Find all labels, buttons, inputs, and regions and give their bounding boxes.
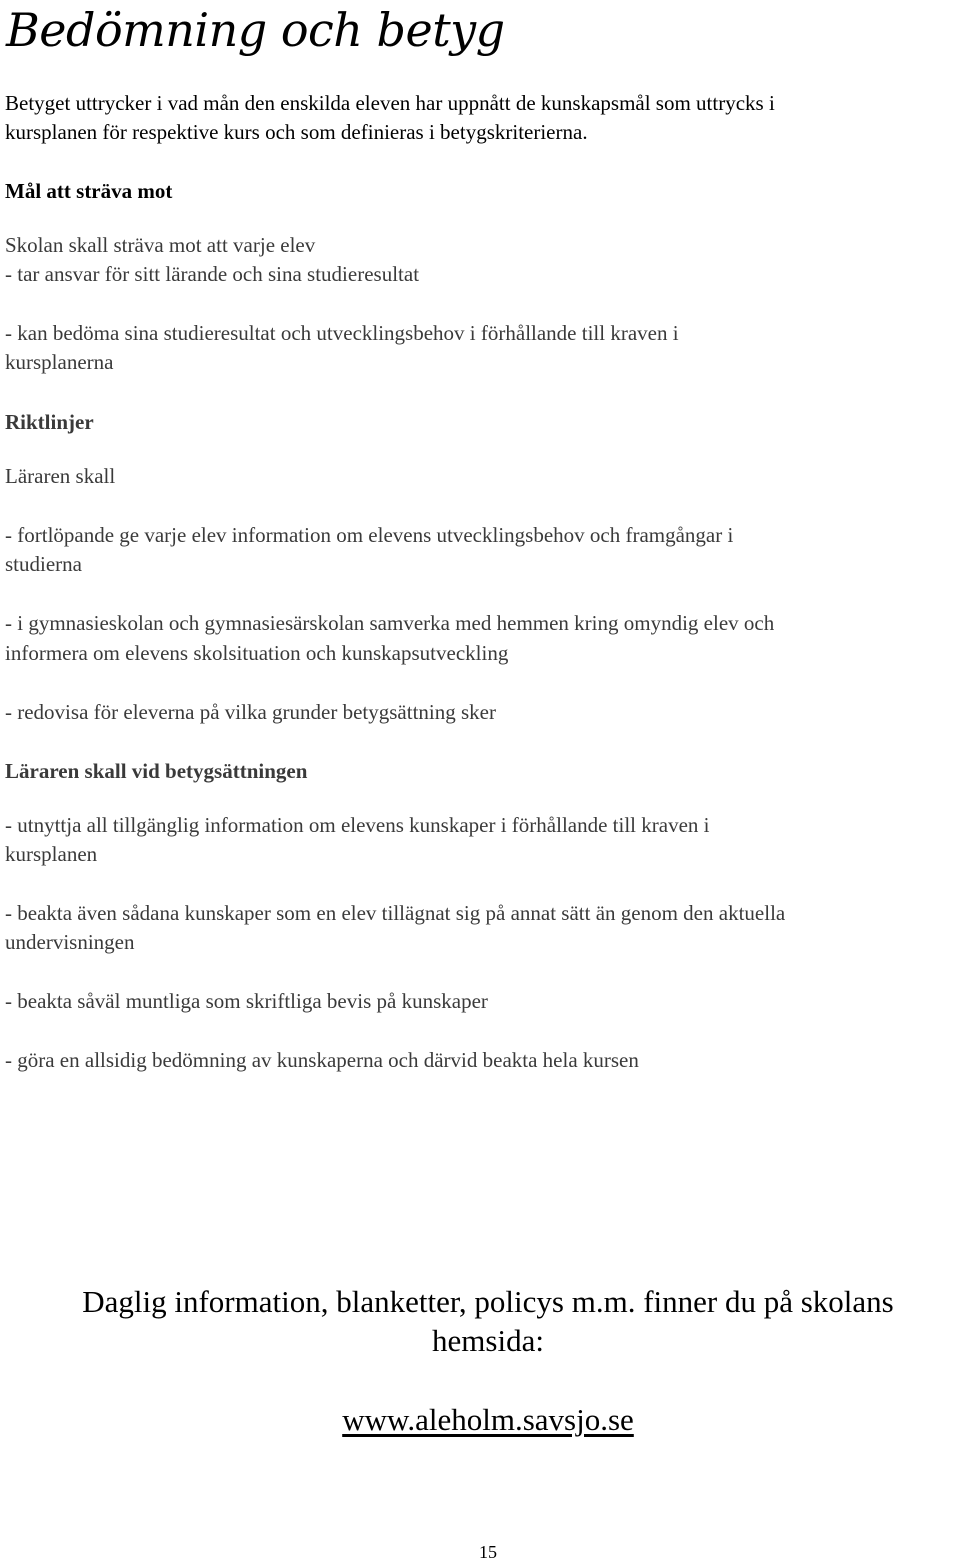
grading-item-2-line-1: - beakta även sådana kunskaper som en elev tillägnat sig på annat sätt än genom den aktuella bbox=[5, 901, 786, 925]
guidelines-item-1-line-1: - fortlöpande ge varje elev information om elevens utvecklingsbehov och framgångar i bbox=[5, 523, 734, 547]
grading-item-1-line-1: - utnyttja all tillgänglig information om elevens kunskaper i förhållande till kraven i bbox=[5, 813, 710, 837]
goals-item-2-line-1: - kan bedöma sina studieresultat och utvecklingsbehov i förhållande till kraven i bbox=[5, 321, 679, 345]
goals-item-2-line-2: kursplanerna bbox=[5, 350, 114, 374]
guidelines-item-2-line-2: informera om elevens skolsituation och kunskapsutveckling bbox=[5, 641, 509, 665]
grading-item-4: - göra en allsidig bedömning av kunskaperna och därvid beakta hela kursen bbox=[5, 1048, 639, 1072]
guidelines-lead: Läraren skall bbox=[5, 464, 116, 488]
website-link[interactable]: www.aleholm.savsjo.se bbox=[342, 1402, 634, 1437]
goals-lead: Skolan skall sträva mot att varje elev bbox=[5, 233, 316, 257]
grading-item-2-line-2: undervisningen bbox=[5, 930, 135, 954]
intro-line-2: kursplanen för respektive kurs och som definieras i betygskriterierna. bbox=[5, 120, 588, 144]
footer-link-row bbox=[0, 1401, 960, 1439]
page-title: Bedömning och betyg bbox=[6, 3, 505, 57]
guidelines-item-2-line-1: - i gymnasieskolan och gymnasiesärskolan samverka med hemmen kring omyndig elev och bbox=[5, 611, 775, 635]
guidelines-item-3: - redovisa för eleverna på vilka grunder betygsättning sker bbox=[5, 700, 496, 724]
page-number: 15 bbox=[479, 1542, 497, 1562]
goals-heading: Mål att sträva mot bbox=[5, 179, 173, 203]
grading-item-1-line-2: kursplanen bbox=[5, 842, 98, 866]
footer-line-2: hemsida: bbox=[432, 1323, 544, 1358]
intro-line-1: Betyget uttrycker i vad mån den enskilda eleven har uppnått de kunskapsmål som uttrycks i bbox=[5, 91, 775, 115]
footer-line-1: Daglig information, blanketter, policys m.m. finner du på skolans bbox=[82, 1284, 894, 1319]
grading-heading: Läraren skall vid betygsättningen bbox=[5, 759, 308, 783]
grading-item-3: - beakta såväl muntliga som skriftliga bevis på kunskaper bbox=[5, 989, 488, 1013]
guidelines-item-1-line-2: studierna bbox=[5, 552, 82, 576]
guidelines-heading: Riktlinjer bbox=[5, 410, 94, 434]
goals-item-1: - tar ansvar för sitt lärande och sina studieresultat bbox=[5, 262, 420, 286]
